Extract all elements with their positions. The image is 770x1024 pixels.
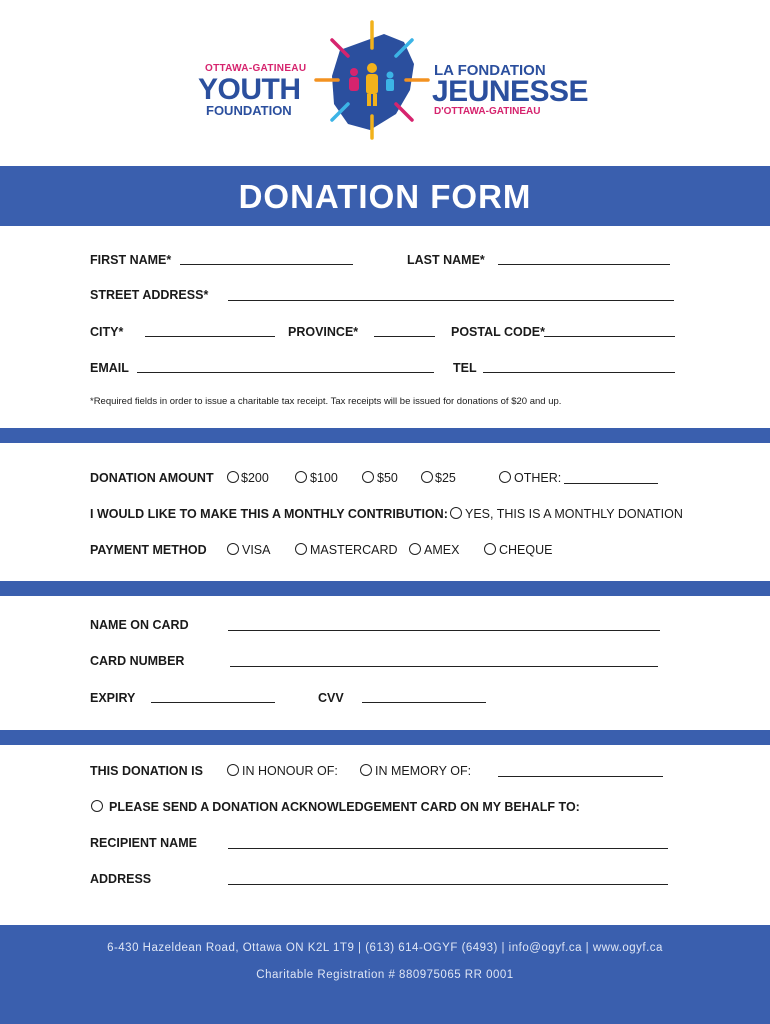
monthly-donation-label: YES, THIS IS A MONTHLY DONATION <box>465 507 683 521</box>
province-label: PROVINCE* <box>288 325 359 339</box>
monthly-donation-radio[interactable] <box>450 507 462 519</box>
cheque-radio[interactable] <box>484 543 496 555</box>
name-on-card-label: NAME ON CARD <box>90 618 189 632</box>
mastercard-radio[interactable] <box>295 543 307 555</box>
tribute-name-field[interactable] <box>498 776 663 777</box>
first-name-label: FIRST NAME* <box>90 253 172 267</box>
amount-100-label: $100 <box>310 471 338 485</box>
last-name-label: LAST NAME* <box>407 253 485 267</box>
logo-french-line1: LA FONDATION <box>434 62 546 79</box>
logo-english-line1: OTTAWA-GATINEAU <box>205 63 307 74</box>
email-label: EMAIL <box>90 361 129 375</box>
amount-25-label: $25 <box>435 471 456 485</box>
visa-label: VISA <box>242 543 271 557</box>
amount-200-label: $200 <box>241 471 269 485</box>
in-honour-label: IN HONOUR OF: <box>242 764 338 778</box>
payment-method-label: PAYMENT METHOD <box>90 543 207 557</box>
tel-field[interactable] <box>483 372 675 373</box>
amount-other-radio[interactable] <box>499 471 511 483</box>
city-field[interactable] <box>145 336 275 337</box>
card-number-field[interactable] <box>230 666 658 667</box>
cheque-label: CHEQUE <box>499 543 553 557</box>
acknowledgement-card-radio[interactable] <box>91 800 103 812</box>
amount-other-field[interactable] <box>564 483 658 484</box>
section-divider-3 <box>0 730 770 745</box>
recipient-name-field[interactable] <box>228 848 668 849</box>
expiry-field[interactable] <box>151 702 275 703</box>
first-name-field[interactable] <box>180 264 353 265</box>
donation-amount-label: DONATION AMOUNT <box>90 471 214 485</box>
street-address-field[interactable] <box>228 300 674 301</box>
footer-contact-line: 6-430 Hazeldean Road, Ottawa ON K2L 1T9 | (613) 614-OGYF (6493) | info@ogyf.ca | www.ogyf.ca <box>107 942 663 954</box>
section-divider-1 <box>0 428 770 443</box>
amount-50-label: $50 <box>377 471 398 485</box>
amex-label: AMEX <box>424 543 460 557</box>
donation-is-label: THIS DONATION IS <box>90 764 203 778</box>
logo-english-line3: FOUNDATION <box>206 103 292 118</box>
logo-french-line2: JEUNESSE <box>432 75 589 108</box>
street-address-label: STREET ADDRESS* <box>90 288 209 302</box>
recipient-address-label: ADDRESS <box>90 872 152 886</box>
province-field[interactable] <box>374 336 435 337</box>
recipient-name-label: RECIPIENT NAME <box>90 836 197 850</box>
amount-200-radio[interactable] <box>227 471 239 483</box>
required-fields-note: *Required fields in order to issue a charitable tax receipt. Tax receipts will be issued for donations of $20 and up. <box>90 396 562 407</box>
city-label: CITY* <box>90 325 124 339</box>
postal-code-label: POSTAL CODE* <box>451 325 545 339</box>
postal-code-field[interactable] <box>544 336 675 337</box>
name-on-card-field[interactable] <box>228 630 660 631</box>
amount-other-label: OTHER: <box>514 471 562 485</box>
amex-radio[interactable] <box>409 543 421 555</box>
amount-50-radio[interactable] <box>362 471 374 483</box>
logo-english-line2: YOUTH <box>198 73 301 106</box>
foundation-emblem-icon <box>312 20 432 142</box>
in-honour-radio[interactable] <box>227 764 239 776</box>
visa-radio[interactable] <box>227 543 239 555</box>
footer-registration: Charitable Registration # 880975065 RR 0001 <box>256 969 514 981</box>
last-name-field[interactable] <box>498 264 670 265</box>
email-field[interactable] <box>137 372 434 373</box>
expiry-label: EXPIRY <box>90 691 136 705</box>
amount-100-radio[interactable] <box>295 471 307 483</box>
in-memory-label: IN MEMORY OF: <box>375 764 472 778</box>
card-number-label: CARD NUMBER <box>90 654 185 668</box>
monthly-contribution-label: I WOULD LIKE TO MAKE THIS A MONTHLY CONTRIBUTION: <box>90 507 448 521</box>
cvv-label: CVV <box>318 691 344 705</box>
recipient-address-field[interactable] <box>228 884 668 885</box>
in-memory-radio[interactable] <box>360 764 372 776</box>
logo-french-line3: D'OTTAWA-GATINEAU <box>434 106 541 117</box>
page-title: DONATION FORM <box>238 178 532 215</box>
amount-25-radio[interactable] <box>421 471 433 483</box>
tel-label: TEL <box>453 361 477 375</box>
cvv-field[interactable] <box>362 702 486 703</box>
acknowledgement-card-label: PLEASE SEND A DONATION ACKNOWLEDGEMENT CARD ON MY BEHALF TO: <box>109 800 580 814</box>
section-divider-2 <box>0 581 770 596</box>
mastercard-label: MASTERCARD <box>310 543 398 557</box>
